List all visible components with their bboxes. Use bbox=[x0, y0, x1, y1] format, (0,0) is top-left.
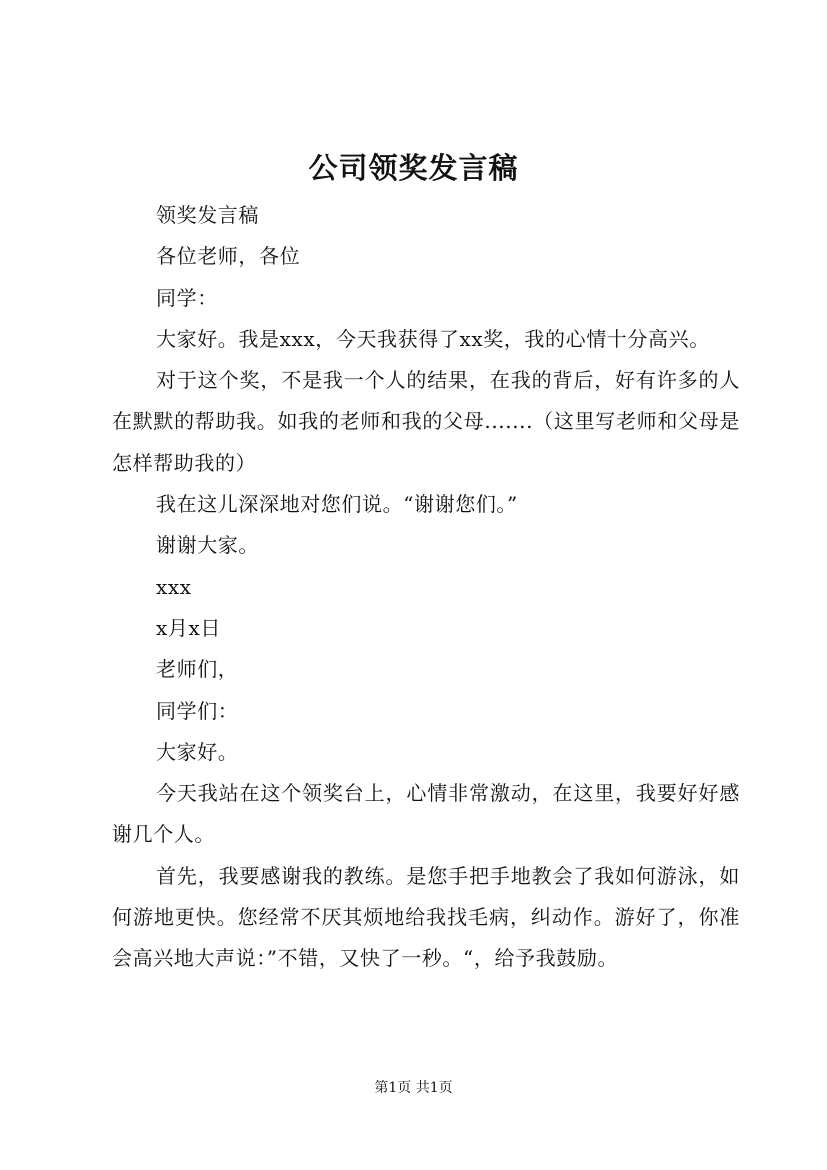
paragraph: 老师们， bbox=[156, 657, 239, 682]
paragraph: 谢谢大家。 bbox=[156, 533, 259, 558]
paragraph: 我在这儿深深地对您们说。“谢谢您们。” bbox=[156, 492, 518, 517]
paragraph: 首先，我要感谢我的教练。是您手把手地教会了我如何游泳，如何游地更快。您经常不厌其烦地给我找毛病，纠动作。游好了，你准会高兴地大声说：”不错，又快了一秒。“，给予我鼓励。 bbox=[112, 863, 740, 971]
page-footer: 第1页 共1页 bbox=[374, 1080, 453, 1096]
paragraph: 大家好。 bbox=[156, 739, 239, 764]
paragraph: 各位老师，各位 bbox=[156, 244, 301, 269]
paragraph: xxx bbox=[156, 574, 192, 599]
paragraph: 对于这个奖，不是我一个人的结果，在我的背后，好有许多的人在默默的帮助我。如我的老师和我的父母.......（这里写老师和父母是怎样帮助我的） bbox=[112, 368, 740, 475]
paragraph: 同学们： bbox=[156, 698, 239, 723]
paragraph: 领奖发言稿 bbox=[156, 203, 259, 227]
paragraph: x月x日 bbox=[156, 615, 221, 640]
paragraph: 同学： bbox=[156, 285, 218, 310]
document-title: 公司领奖发言稿 bbox=[308, 151, 519, 185]
document-body bbox=[112, 195, 740, 980]
paragraph: 大家好。我是xxx，今天我获得了xx奖，我的心情十分高兴。 bbox=[156, 326, 710, 351]
paragraph: 今天我站在这个领奖台上，心情非常激动，在这里，我要好好感谢几个人。 bbox=[112, 781, 740, 847]
